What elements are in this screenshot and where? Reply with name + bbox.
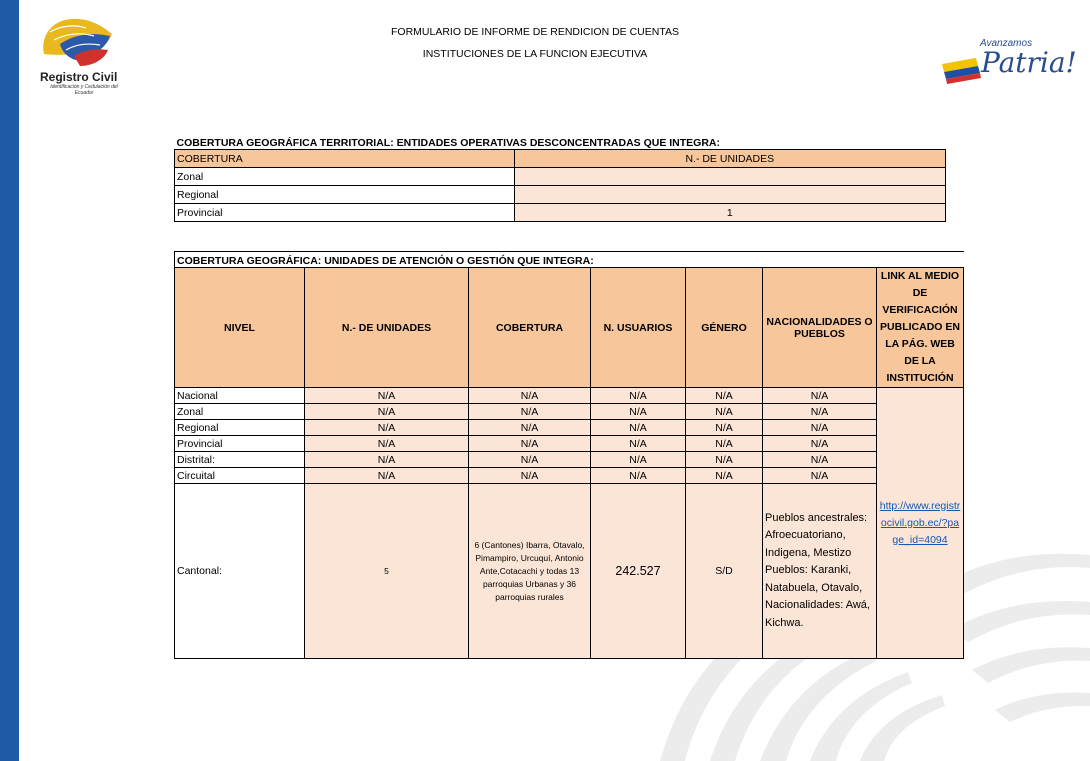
table-row	[175, 420, 964, 436]
cell-pueblos: N/A	[763, 404, 877, 420]
cell-unidades: N/A	[305, 404, 469, 420]
territorial-coverage-table	[174, 132, 946, 222]
cell-unidades: 5	[305, 484, 469, 659]
cell-usuarios: N/A	[591, 452, 686, 468]
service-units-table	[174, 251, 964, 659]
cell-usuarios: N/A	[591, 436, 686, 452]
cell-cobertura: N/A	[469, 404, 591, 420]
left-accent-bar	[0, 0, 19, 761]
cell-usuarios: N/A	[591, 420, 686, 436]
cell-cobertura: N/A	[469, 452, 591, 468]
cell-genero: N/A	[686, 420, 763, 436]
document-subtitle: INSTITUCIONES DE LA FUNCION EJECUTIVA	[422, 48, 648, 60]
column-header-genero: GÉNERO	[686, 268, 763, 388]
verification-link-cell	[877, 388, 964, 659]
row-label: Provincial	[175, 204, 515, 222]
cell-pueblos: Pueblos ancestrales: Afroecuatoriano, Indigena, Mestizo Pueblos: Karanki, Natabuela, Otavalo, Nacionalidades: Awá, Kichwa.	[763, 484, 877, 659]
cell-unidades: N/A	[305, 436, 469, 452]
column-header-cobertura: COBERTURA	[469, 268, 591, 388]
row-label: Regional	[175, 186, 515, 204]
cell-nivel: Regional	[175, 420, 305, 436]
table-row	[175, 436, 964, 452]
registro-civil-logo-subtext: Identificación y Cedulación del Ecuador	[50, 84, 118, 96]
cell-nivel: Distrital:	[175, 452, 305, 468]
cell-cobertura: N/A	[469, 388, 591, 404]
table-row	[175, 168, 946, 186]
cell-usuarios: N/A	[591, 388, 686, 404]
cell-genero: N/A	[686, 388, 763, 404]
cell-pueblos: N/A	[763, 452, 877, 468]
column-header-nacionalidades: NACIONALIDADES O PUEBLOS	[763, 268, 877, 388]
cell-genero: S/D	[686, 484, 763, 659]
column-header-unidades: N.- DE UNIDADES	[514, 150, 945, 168]
cell-unidades: N/A	[305, 388, 469, 404]
column-header-nivel: NIVEL	[175, 268, 305, 388]
row-label: Zonal	[175, 168, 515, 186]
table-row	[175, 404, 964, 420]
cell-genero: N/A	[686, 468, 763, 484]
table-caption: COBERTURA GEOGRÁFICA: UNIDADES DE ATENCIÓN O GESTIÓN QUE INTEGRA:	[175, 252, 964, 268]
table-row	[175, 388, 964, 404]
cell-pueblos: N/A	[763, 436, 877, 452]
patria-logo-tagline: Avanzamos	[980, 38, 1033, 49]
table-row	[175, 204, 946, 222]
registro-civil-logo-text: Registro Civil	[40, 70, 118, 84]
row-value	[514, 186, 945, 204]
cell-genero: N/A	[686, 436, 763, 452]
column-header-unidades: N.- DE UNIDADES	[305, 268, 469, 388]
cell-nivel: Circuital	[175, 468, 305, 484]
table-row	[175, 186, 946, 204]
cell-cobertura: N/A	[469, 436, 591, 452]
table-row	[175, 468, 964, 484]
cell-nivel: Zonal	[175, 404, 305, 420]
cell-unidades: N/A	[305, 468, 469, 484]
cell-usuarios: 242.527	[591, 484, 686, 659]
table-caption: COBERTURA GEOGRÁFICA TERRITORIAL: ENTIDADES OPERATIVAS DESCONCENTRADAS QUE INTEGRA:	[176, 137, 720, 149]
table-row	[175, 452, 964, 468]
document-title: FORMULARIO DE INFORME DE RENDICION DE CUENTAS	[391, 26, 679, 38]
cell-pueblos: N/A	[763, 388, 877, 404]
table-row-cantonal	[175, 484, 964, 659]
cell-unidades: N/A	[305, 452, 469, 468]
cell-usuarios: N/A	[591, 468, 686, 484]
column-header-usuarios: N. USUARIOS	[591, 268, 686, 388]
row-value	[514, 168, 945, 186]
cell-cobertura: N/A	[469, 420, 591, 436]
cell-cobertura: 6 (Cantones) Ibarra, Otavalo, Pimampiro, Urcuquí, Antonio Ante,Cotacachi y todas 13 parroquias Urbanas y 36 parroquias rurales	[469, 484, 591, 659]
cell-unidades: N/A	[305, 420, 469, 436]
column-header-link: LINK AL MEDIO DE VERIFICACIÓN PUBLICADO EN LA PÁG. WEB DE LA INSTITUCIÓN	[877, 268, 964, 388]
patria-logo-word: Patria!	[981, 46, 1077, 79]
cell-cobertura: N/A	[469, 468, 591, 484]
row-value: 1	[514, 204, 945, 222]
cell-genero: N/A	[686, 404, 763, 420]
cell-nivel: Nacional	[175, 388, 305, 404]
cell-nivel: Provincial	[175, 436, 305, 452]
column-header-cobertura: COBERTURA	[175, 150, 515, 168]
cell-usuarios: N/A	[591, 404, 686, 420]
cell-pueblos: N/A	[763, 468, 877, 484]
cell-nivel: Cantonal:	[175, 484, 305, 659]
cell-pueblos: N/A	[763, 420, 877, 436]
cell-genero: N/A	[686, 452, 763, 468]
verification-link[interactable]: http://www.registrocivil.gob.ec/?page_id=4094	[879, 499, 961, 546]
